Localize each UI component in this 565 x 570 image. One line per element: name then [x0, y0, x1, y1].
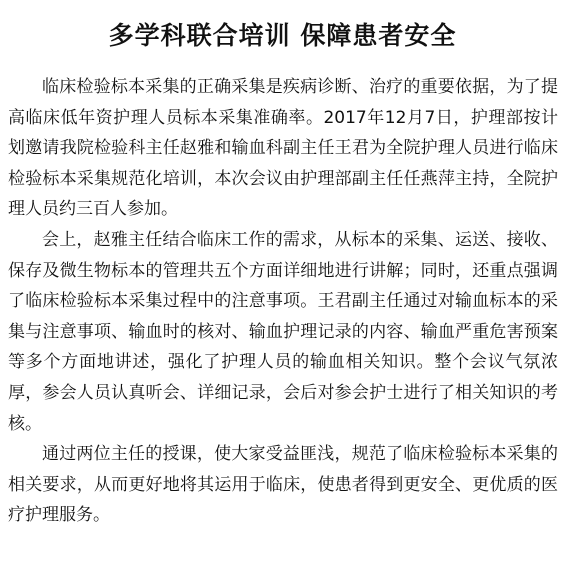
- article-body: [8, 72, 558, 531]
- article-paragraph: 会上，赵雅主任结合临床工作的需求，从标本的采集、运送、接收、保存及微生物标本的管理共五个方面详细地进行讲解；同时，还重点强调了临床检验标本采集过程中的注意事项。王君副主任通过对输血标本的采集与注意事项、输血时的核对、输血护理记录的内容、输血严重危害预案等多个方面地讲述，强化了护理人员的输血相关知识。整个会议气氛浓厚，参会人员认真听会、详细记录，会后对参会护士进行了相关知识的考核。: [8, 229, 558, 434]
- article-paragraph: 通过两位主任的授课，使大家受益匪浅，规范了临床检验标本采集的相关要求，从而更好地将其运用于临床，使患者得到更安全、更优质的医疗护理服务。: [8, 444, 558, 526]
- article-title: 多学科联合培训 保障患者安全: [108, 21, 457, 50]
- article-paragraph: 临床检验标本采集的正确采集是疾病诊断、治疗的重要依据，为了提高临床低年资护理人员标本采集准确率。2017年12月7日，护理部按计划邀请我院检验科主任赵雅和输血科副主任王君为全院护理人员进行临床检验标本采集规范化培训，本次会议由护理部副主任任燕萍主持，全院护理人员约三百人参加。: [8, 77, 558, 220]
